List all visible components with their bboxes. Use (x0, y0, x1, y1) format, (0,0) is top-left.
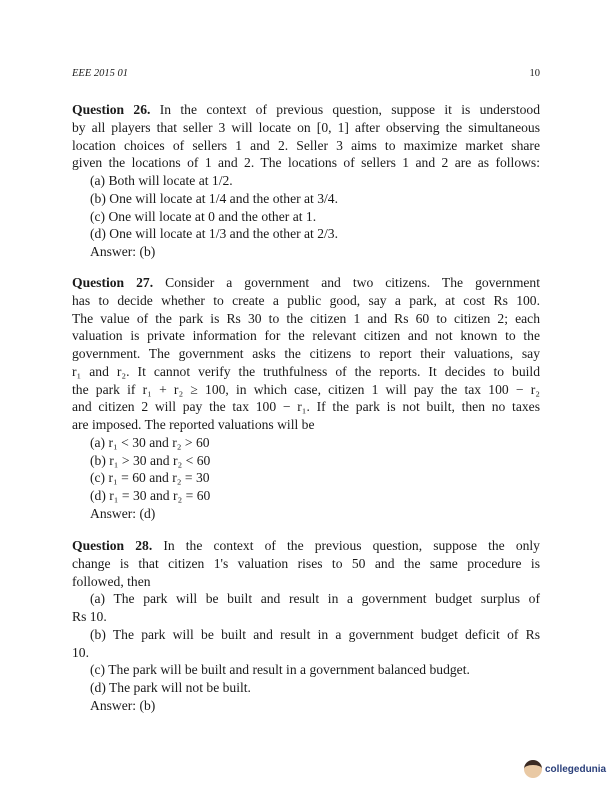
answer: Answer: (d) (90, 505, 156, 521)
option-b: (b) r₁ > 30 and r₂ < 60 (90, 452, 211, 468)
option-a-cont: Rs 10. (72, 609, 107, 624)
question-28 (72, 537, 540, 715)
option-a: (a) r₁ < 30 and r₂ > 60 (90, 434, 210, 450)
option-b: (b) One will locate at 1/4 and the other at 3/4. (90, 190, 339, 206)
answer: Answer: (b) (90, 697, 156, 713)
question-26 (72, 101, 540, 261)
question-text: the park if r₁ + r₂ ≥ 100, in which case, citizen 1 will pay the tax 100 − r₂ (72, 381, 540, 397)
option-c: (c) The park will be built and result in a government balanced budget. (90, 662, 470, 678)
question-title: Question 27. (72, 275, 154, 290)
question-text: location choices of sellers 1 and 2. Seller 3 aims to maximize market share (72, 137, 540, 153)
question-title: Question 28. (72, 538, 153, 553)
question-text: and citizen 2 will pay the tax 100 − r₁. If the park is not built, then no taxes (72, 399, 540, 415)
question-text: Consider a government and two citizens. The government (165, 275, 540, 290)
option-b-cont: 10. (72, 644, 89, 660)
collegedunia-logo (524, 760, 606, 778)
option-d: (d) One will locate at 1/3 and the other at 2/3. (90, 226, 339, 242)
question-text: given the locations of 1 and 2. The locations of sellers 1 and 2 are as follows: (72, 155, 540, 171)
option-c: (c) One will locate at 0 and the other at 1. (90, 208, 317, 224)
question-text: In the context of previous question, suppose it is understood (159, 102, 540, 117)
question-text: The value of the park is Rs 30 to the citizen 1 and Rs 60 to citizen 2; each (72, 310, 540, 326)
answer: Answer: (b) (90, 244, 156, 259)
question-27 (72, 274, 540, 523)
option-a: (a) Both will locate at 1/2. (90, 173, 233, 188)
option-d: (d) r₁ = 30 and r₂ = 60 (90, 488, 211, 503)
option-c: (c) r₁ = 60 and r₂ = 30 (90, 470, 210, 486)
mascot-icon (524, 760, 542, 778)
question-text: has to decide whether to create a public good, say a park, at cost Rs 100. (72, 292, 540, 308)
question-text: change is that citizen 1's valuation rises to 50 and the same procedure is (72, 555, 540, 571)
question-text: government. The government asks the citizens to report their valuations, say (72, 346, 540, 361)
question-text: In the context of the previous question, suppose the only (163, 538, 540, 553)
running-header: EEE 2015 01 (72, 68, 128, 79)
question-text: r₁ and r₂. It cannot verify the truthfulness of the reports. It decides to build (72, 363, 540, 379)
option-a: (a) The park will be built and result in a government budget surplus of (90, 591, 540, 607)
question-text: by all players that seller 3 will locate on [0, 1] after observing the simultaneous (72, 119, 540, 135)
question-text: are imposed. The reported valuations will be (72, 417, 315, 432)
option-d: (d) The park will not be built. (90, 680, 251, 695)
question-text: valuation is private information for the relevant citizen and not known to the (72, 328, 540, 344)
option-b: (b) The park will be built and result in a government budget deficit of Rs (90, 626, 540, 642)
page-number: 10 (529, 68, 540, 79)
question-title: Question 26. (72, 102, 151, 117)
logo-text: collegedunia (545, 763, 607, 775)
question-text: followed, then (72, 573, 151, 589)
